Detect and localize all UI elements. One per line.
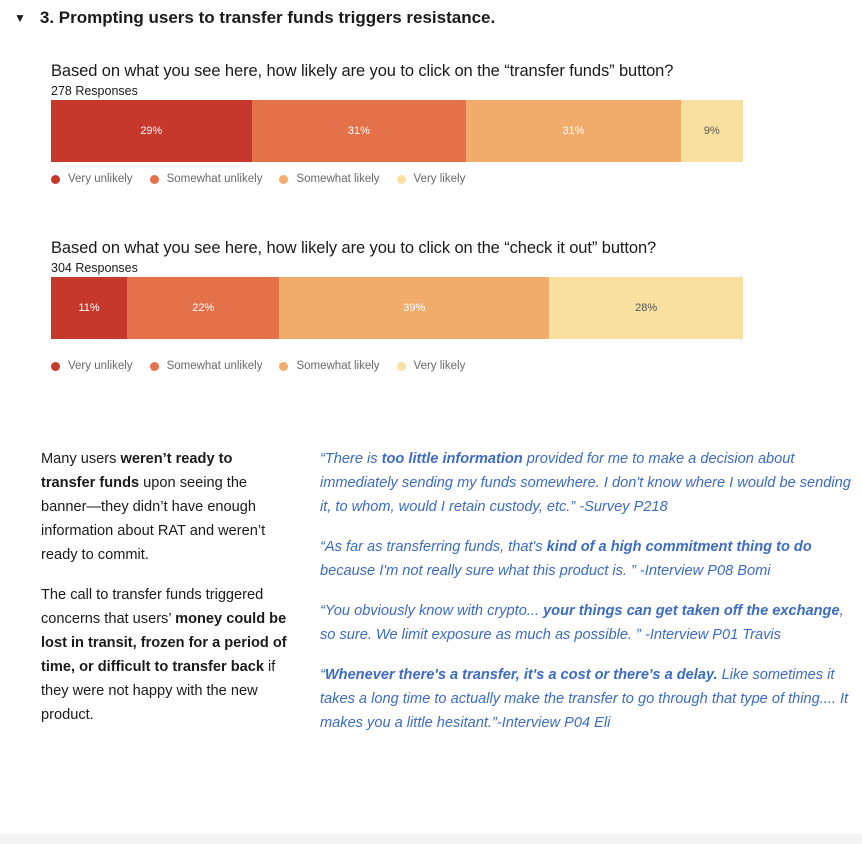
emphasis-text: too little information (381, 451, 523, 467)
emphasis-text: kind of a high commitment thing to do (546, 539, 812, 555)
body-text: , so sure. We limit exposure as much as possible. ” -Interview P01 Travis (320, 603, 844, 643)
quote-paragraph (320, 663, 852, 735)
quote-paragraph (320, 535, 852, 583)
legend-item (279, 173, 379, 185)
chart-transfer-funds (51, 62, 743, 185)
body-text: “You obviously know with crypto... (320, 603, 544, 619)
legend-item (279, 360, 379, 372)
response-count: 278 Responses (51, 84, 138, 98)
legend-dot-icon (279, 175, 288, 184)
bar-segment-somewhat-unlikely (127, 277, 279, 339)
emphasis-text: weren’t ready to transfer funds (41, 451, 233, 491)
bar-segment-very-likely (681, 100, 743, 162)
legend-label: Somewhat likely (296, 360, 380, 372)
body-text: because I'm not really sure what this product is. ” -Interview P08 Bomi (320, 563, 771, 579)
bar-segment-very-likely (549, 277, 743, 339)
summary-text (41, 447, 289, 743)
data-label: 28% (635, 302, 658, 314)
data-label: 31% (347, 125, 370, 137)
chart-legend (51, 360, 743, 372)
legend-dot-icon (150, 175, 159, 184)
summary-paragraph (41, 583, 289, 727)
legend-label: Somewhat unlikely (166, 360, 263, 372)
emphasis-text: Whenever there's a transfer, it's a cost or there's a delay. (324, 667, 718, 683)
bar-segment-somewhat-likely (279, 277, 549, 339)
section-title: 3. Prompting users to transfer funds triggers resistance. (39, 8, 496, 27)
legend-dot-icon (397, 175, 406, 184)
emphasis-text: money could be lost in transit, frozen for a period of time, or difficult to transfer back (41, 611, 287, 675)
legend-dot-icon (397, 362, 406, 371)
legend-label: Very unlikely (68, 360, 133, 372)
body-text: “As far as transferring funds, that's (320, 539, 547, 555)
data-label: 29% (140, 125, 163, 137)
body-text: if they were not happy with the new product. (41, 659, 276, 723)
section-toggle[interactable] (14, 8, 495, 28)
chart-question: Based on what you see here, how likely are you to click on the “transfer funds” button? (51, 62, 674, 80)
body-text: provided for me to make a decision about immediately sending my funds somewhere. I don't know where I would be sending it, to whom, would I retain custody, etc.” -Survey P218 (320, 451, 851, 515)
user-quotes (320, 447, 852, 751)
page-footer-strip (0, 834, 862, 844)
legend-label: Very likely (413, 173, 466, 185)
legend-label: Very likely (413, 360, 466, 372)
data-label: 31% (562, 125, 585, 137)
data-label: 22% (192, 302, 215, 314)
quote-paragraph (320, 599, 852, 647)
data-label: 39% (403, 302, 426, 314)
bar-segment-very-unlikely (51, 277, 127, 339)
legend-dot-icon (51, 362, 60, 371)
stacked-bar (51, 277, 743, 339)
bar-segment-somewhat-likely (466, 100, 681, 162)
stacked-bar (51, 100, 743, 162)
legend-item (51, 360, 133, 372)
legend-item (150, 173, 263, 185)
emphasis-text: your things can get taken off the exchange (543, 603, 840, 619)
legend-item (397, 173, 466, 185)
legend-item (397, 360, 466, 372)
triangle-down-icon[interactable]: ▼ (14, 11, 26, 25)
data-label: 11% (78, 302, 100, 314)
legend-dot-icon (51, 175, 60, 184)
chart-check-it-out (51, 239, 743, 372)
legend-item (51, 173, 133, 185)
body-text: The call to transfer funds triggered concerns that users’ (41, 587, 264, 627)
legend-label: Very unlikely (68, 173, 133, 185)
body-text: “There is (320, 451, 382, 467)
chart-legend (51, 173, 743, 185)
response-count: 304 Responses (51, 261, 138, 275)
body-text: upon seeing the banner—they didn’t have enough information about RAT and weren’t ready to commit. (41, 475, 266, 563)
chart-question: Based on what you see here, how likely are you to click on the “check it out” button? (51, 239, 657, 257)
quote-paragraph (320, 447, 852, 519)
bar-segment-somewhat-unlikely (252, 100, 467, 162)
bar-segment-very-unlikely (51, 100, 252, 162)
body-text: Many users (41, 451, 121, 467)
body-text: Like sometimes it takes a long time to actually make the transfer to go through that type of thing.... It makes you a little hesitant.”-Interview P04 Eli (320, 667, 849, 731)
legend-label: Somewhat unlikely (166, 173, 263, 185)
legend-dot-icon (150, 362, 159, 371)
legend-item (150, 360, 263, 372)
data-label: 9% (703, 125, 720, 137)
body-text: “ (320, 667, 325, 683)
summary-paragraph (41, 447, 289, 567)
legend-dot-icon (279, 362, 288, 371)
legend-label: Somewhat likely (296, 173, 380, 185)
